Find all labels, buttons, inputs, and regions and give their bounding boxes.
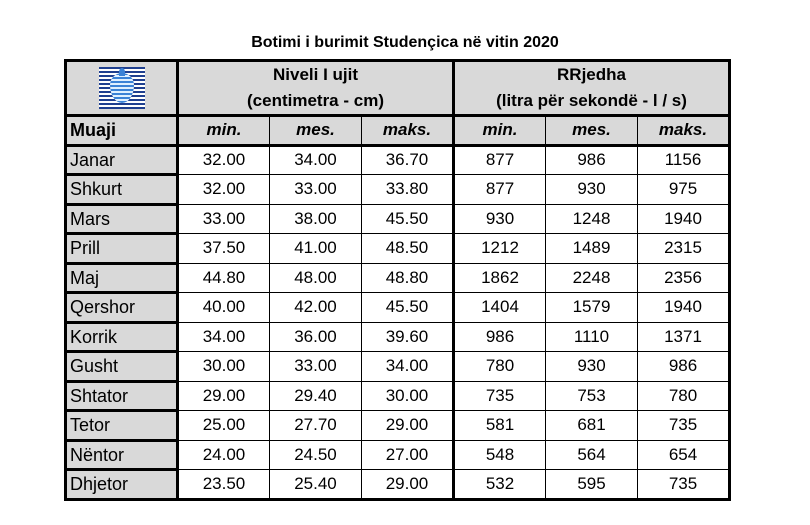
flow-min-cell: 986 — [454, 322, 546, 352]
flow-title: RRjedha — [557, 65, 626, 84]
water-drop-logo-icon — [99, 67, 145, 109]
water-level-group-header — [178, 61, 454, 116]
month-cell: Nëntor — [66, 440, 178, 470]
table-row — [66, 381, 730, 411]
flow-min-cell: 780 — [454, 352, 546, 382]
flow-maks-cell: 986 — [638, 352, 730, 382]
table-row — [66, 234, 730, 264]
level-maks-cell: 29.00 — [362, 470, 454, 500]
table-row — [66, 440, 730, 470]
flow-min-cell: 1862 — [454, 263, 546, 293]
flow-maks-cell: 1371 — [638, 322, 730, 352]
level-min-cell: 30.00 — [178, 352, 270, 382]
flow-group-header — [454, 61, 730, 116]
level-maks-cell: 36.70 — [362, 145, 454, 175]
flow-maks-cell: 780 — [638, 381, 730, 411]
water-level-title: Niveli I ujit — [272, 65, 359, 84]
flow-mes-cell: 930 — [546, 175, 638, 205]
flow-min-cell: 877 — [454, 145, 546, 175]
level-mes-cell: 24.50 — [270, 440, 362, 470]
level-min-cell: 29.00 — [178, 381, 270, 411]
flow-mes-cell: 2248 — [546, 263, 638, 293]
level-min-cell: 34.00 — [178, 322, 270, 352]
flow-mes-cell: 930 — [546, 352, 638, 382]
month-cell: Korrik — [66, 322, 178, 352]
table-row — [66, 470, 730, 500]
level-min-cell: 44.80 — [178, 263, 270, 293]
month-cell: Gusht — [66, 352, 178, 382]
flow-maks-cell: 1940 — [638, 293, 730, 323]
level-min-cell: 40.00 — [178, 293, 270, 323]
level-mes-cell: 36.00 — [270, 322, 362, 352]
flow-min-cell: 581 — [454, 411, 546, 441]
level-mes-cell: 29.40 — [270, 381, 362, 411]
level-maks-cell: 48.50 — [362, 234, 454, 264]
level-min-cell: 24.00 — [178, 440, 270, 470]
flow-mes-cell: 1489 — [546, 234, 638, 264]
level-maks-cell: 30.00 — [362, 381, 454, 411]
flow-maks-cell: 1156 — [638, 145, 730, 175]
flow-min-header: min. — [454, 116, 546, 146]
flow-maks-cell: 975 — [638, 175, 730, 205]
month-cell: Tetor — [66, 411, 178, 441]
level-min-cell: 33.00 — [178, 204, 270, 234]
level-mes-cell: 41.00 — [270, 234, 362, 264]
flow-min-cell: 1212 — [454, 234, 546, 264]
level-mes-cell: 25.40 — [270, 470, 362, 500]
flow-mes-cell: 1110 — [546, 322, 638, 352]
header-row-groups — [66, 61, 730, 116]
flow-maks-cell: 654 — [638, 440, 730, 470]
table-row — [66, 411, 730, 441]
level-maks-cell: 39.60 — [362, 322, 454, 352]
month-cell: Mars — [66, 204, 178, 234]
flow-mes-cell: 595 — [546, 470, 638, 500]
level-min-cell: 37.50 — [178, 234, 270, 264]
flow-mes-cell: 986 — [546, 145, 638, 175]
flow-min-cell: 548 — [454, 440, 546, 470]
table-row — [66, 145, 730, 175]
level-mes-cell: 34.00 — [270, 145, 362, 175]
flow-mes-cell: 681 — [546, 411, 638, 441]
table-row — [66, 293, 730, 323]
level-maks-cell: 45.50 — [362, 204, 454, 234]
level-mes-header: mes. — [270, 116, 362, 146]
flow-min-cell: 877 — [454, 175, 546, 205]
table-row — [66, 322, 730, 352]
month-cell: Dhjetor — [66, 470, 178, 500]
level-maks-cell: 33.80 — [362, 175, 454, 205]
level-maks-cell: 34.00 — [362, 352, 454, 382]
flow-unit: (litra për sekondë - l / s) — [496, 91, 687, 110]
flow-mes-cell: 564 — [546, 440, 638, 470]
level-mes-cell: 33.00 — [270, 175, 362, 205]
month-column-header: Muaji — [66, 116, 178, 146]
table-row — [66, 352, 730, 382]
month-cell: Maj — [66, 263, 178, 293]
flow-maks-header: maks. — [638, 116, 730, 146]
month-cell: Qershor — [66, 293, 178, 323]
water-data-table — [64, 59, 731, 501]
level-min-cell: 25.00 — [178, 411, 270, 441]
month-cell: Shtator — [66, 381, 178, 411]
flow-min-cell: 1404 — [454, 293, 546, 323]
level-maks-cell: 48.80 — [362, 263, 454, 293]
level-mes-cell: 38.00 — [270, 204, 362, 234]
flow-mes-cell: 1579 — [546, 293, 638, 323]
level-maks-cell: 27.00 — [362, 440, 454, 470]
level-min-cell: 32.00 — [178, 175, 270, 205]
level-mes-cell: 33.00 — [270, 352, 362, 382]
logo-cell — [66, 61, 178, 116]
level-min-cell: 32.00 — [178, 145, 270, 175]
level-maks-cell: 45.50 — [362, 293, 454, 323]
table-row — [66, 263, 730, 293]
flow-maks-cell: 2356 — [638, 263, 730, 293]
level-maks-header: maks. — [362, 116, 454, 146]
water-level-unit: (centimetra - cm) — [247, 91, 384, 110]
table-row — [66, 204, 730, 234]
level-mes-cell: 27.70 — [270, 411, 362, 441]
flow-mes-cell: 1248 — [546, 204, 638, 234]
flow-maks-cell: 1940 — [638, 204, 730, 234]
flow-min-cell: 735 — [454, 381, 546, 411]
level-mes-cell: 48.00 — [270, 263, 362, 293]
flow-maks-cell: 735 — [638, 470, 730, 500]
flow-maks-cell: 735 — [638, 411, 730, 441]
flow-min-cell: 930 — [454, 204, 546, 234]
flow-mes-cell: 753 — [546, 381, 638, 411]
level-maks-cell: 29.00 — [362, 411, 454, 441]
flow-mes-header: mes. — [546, 116, 638, 146]
table-title: Botimi i burimit Studençica në vitin 2020 — [251, 34, 559, 51]
month-cell: Janar — [66, 145, 178, 175]
header-row-subcolumns — [66, 116, 730, 146]
flow-maks-cell: 2315 — [638, 234, 730, 264]
month-cell: Prill — [66, 234, 178, 264]
flow-min-cell: 532 — [454, 470, 546, 500]
level-min-header: min. — [178, 116, 270, 146]
month-cell: Shkurt — [66, 175, 178, 205]
level-mes-cell: 42.00 — [270, 293, 362, 323]
table-row — [66, 175, 730, 205]
level-min-cell: 23.50 — [178, 470, 270, 500]
